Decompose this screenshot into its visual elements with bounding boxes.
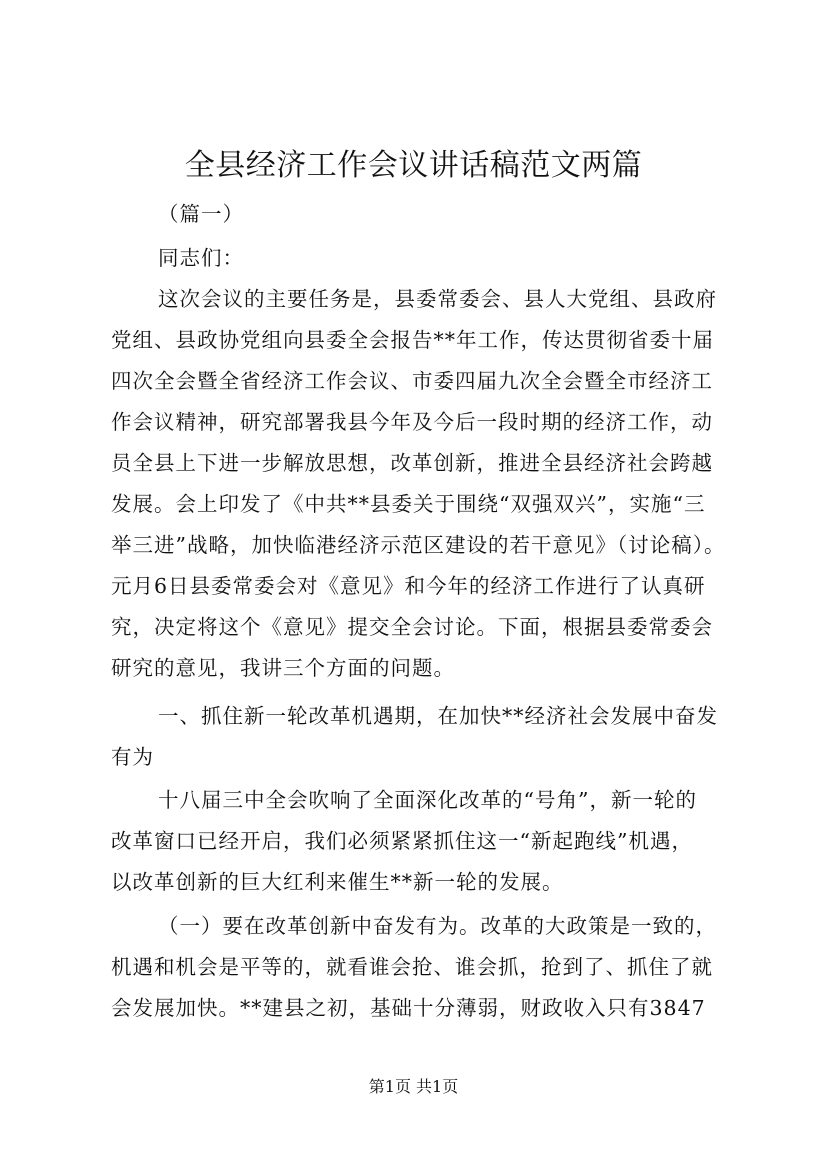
paragraph-line: 这次会议的主要任务是，县委常委会、县人大党组、县政府 (158, 287, 717, 311)
paragraph-line: 员全县上下进一步解放思想，改革创新，推进全县经济社会跨越 (111, 451, 713, 475)
paragraph-line: 举三进”战略，加快临港经济示范区建设的若干意见》（讨论稿）。 (111, 533, 726, 557)
salutation: 同志们： (158, 246, 244, 270)
paragraph-line: 机遇和机会是平等的，就看谁会抢、谁会抓，抢到了、抓住了就 (111, 955, 713, 979)
paragraph-line: 研究的意见，我讲三个方面的问题。 (111, 656, 455, 680)
paragraph-line: （一）要在改革创新中奋发有为。改革的大政策是一致的， (158, 914, 717, 938)
paragraph-line: 作会议精神，研究部署我县今年及今后一段时期的经济工作，动 (111, 410, 713, 434)
paragraph-line: 以改革创新的巨大红利来催生**新一轮的发展。 (111, 870, 564, 894)
paragraph-line: 党组、县政协党组向县委全会报告**年工作，传达贯彻省委十届 (111, 328, 714, 352)
paragraph-line: 会发展加快。**建县之初，基础十分薄弱，财政收入只有3847 (111, 996, 706, 1020)
paragraph-line: 十八届三中全会吹响了全面深化改革的“号角”，新一轮的 (158, 788, 697, 812)
section-label: （篇一） (158, 202, 244, 226)
paragraph-line: 改革窗口已经开启，我们必须紧紧抓住这一“新起跑线”机遇， (111, 829, 693, 853)
heading-line: 一、抓住新一轮改革机遇期，在加快**经济社会发展中奋发 (158, 704, 718, 728)
paragraph-line: 四次全会暨全省经济工作会议、市委四届九次全会暨全市经济工 (111, 369, 713, 393)
paragraph-line: 元月6日县委常委会对《意见》和今年的经济工作进行了认真研 (111, 574, 706, 598)
document-title: 全县经济工作会议讲话稿范文两篇 (184, 148, 643, 183)
paragraph-line: 发展。会上印发了《中共**县委关于围绕“双强双兴”，实施“三 (111, 492, 706, 516)
page-footer: 第1页 共1页 (368, 1077, 459, 1096)
paragraph-line: 究，决定将这个《意见》提交全会讨论。下面，根据县委常委会 (111, 615, 713, 639)
heading-line: 有为 (111, 745, 154, 769)
